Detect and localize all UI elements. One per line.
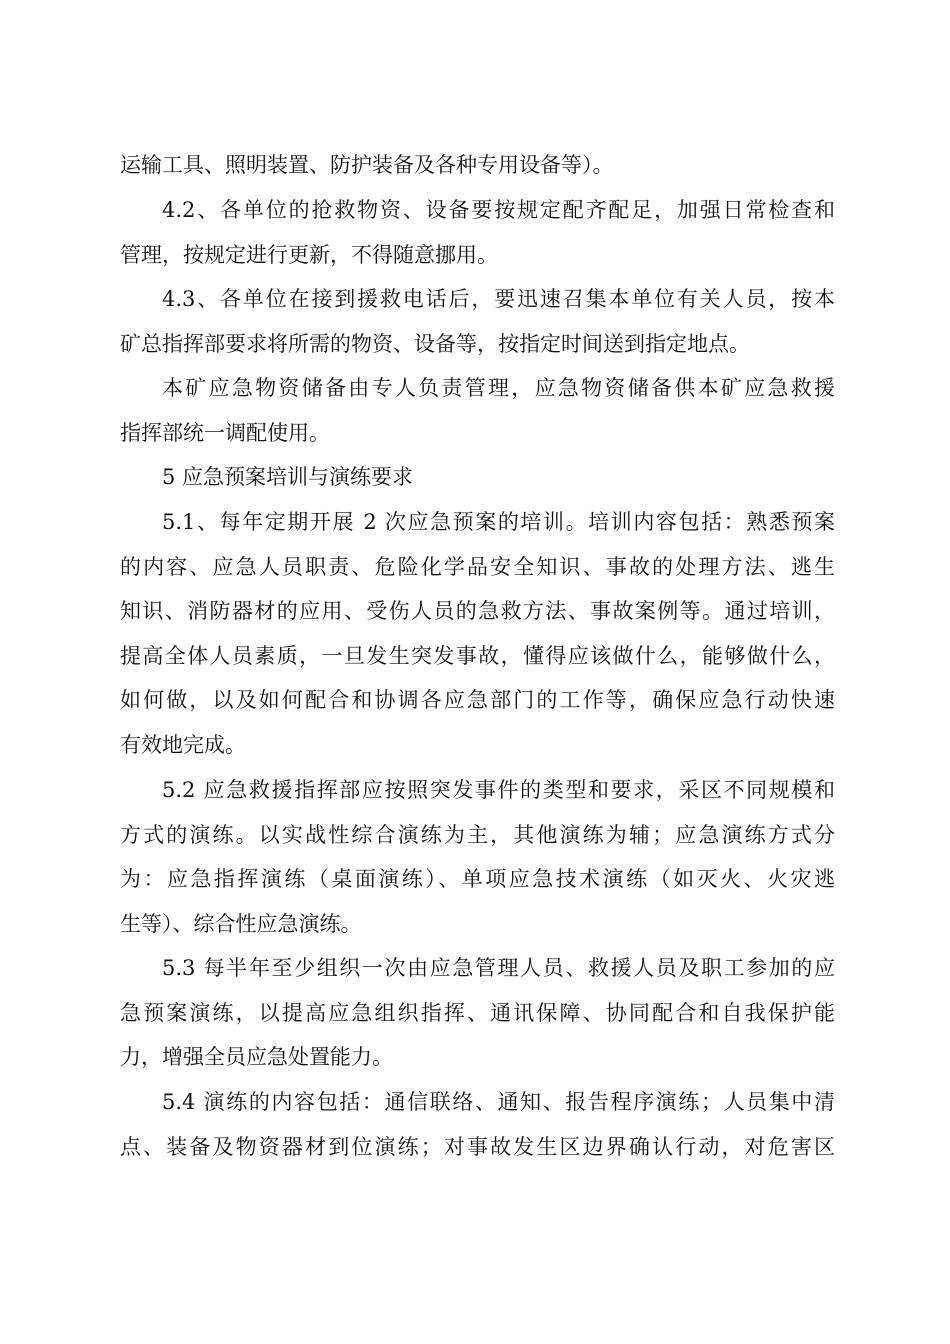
text-line: 为：应急指挥演练（桌面演练）、单项应急技术演练（如灭火、火灾逃 bbox=[120, 867, 835, 892]
text-line: 4.2、各单位的抢救物资、设备要按规定配齐配足，加强日常检查和 bbox=[162, 198, 835, 222]
paragraph-4-3 bbox=[120, 277, 835, 366]
text-line: 方式的演练。以实战性综合演练为主，其他演练为辅；应急演练方式分 bbox=[120, 822, 835, 847]
text-line: 5.3 每半年至少组织一次由应急管理人员、救援人员及职工参加的应 bbox=[162, 956, 835, 980]
paragraph-5-1 bbox=[120, 500, 835, 768]
text-line: 管理，按规定进行更新，不得随意挪用。 bbox=[120, 242, 498, 267]
text-line: 力，增强全员应急处置能力。 bbox=[120, 1045, 393, 1070]
paragraph-5-4 bbox=[120, 1080, 835, 1169]
text-line: 5.4 演练的内容包括：通信联络、通知、报告程序演练；人员集中清 bbox=[162, 1090, 835, 1114]
heading-text: 5 应急预案培训与演练要求 bbox=[162, 465, 414, 489]
paragraph-reserve bbox=[120, 366, 835, 455]
section-heading-5 bbox=[120, 455, 835, 500]
paragraph-5-3 bbox=[120, 946, 835, 1080]
text-line: 指挥部统一调配使用。 bbox=[120, 420, 330, 445]
text-line: 4.3、各单位在接到援救电话后，要迅速召集本单位有关人员，按本 bbox=[162, 287, 835, 311]
text-line: 有效地完成。 bbox=[120, 732, 246, 757]
text-line: 如何做，以及如何配合和协调各应急部门的工作等，确保应急行动快速 bbox=[120, 688, 835, 713]
text-line: 5.1、每年定期开展 2 次应急预案的培训。培训内容包括：熟悉预案 bbox=[162, 510, 835, 534]
text-line: 生等）、综合性应急演练。 bbox=[120, 911, 362, 936]
text-line: 知识、消防器材的应用、受伤人员的急救方法、事故案例等。通过培训， bbox=[120, 599, 835, 624]
text-line: 的内容、应急人员职责、危险化学品安全知识、事故的处理方法、逃生 bbox=[120, 554, 835, 579]
paragraph-1 bbox=[120, 143, 835, 188]
text-line: 点、装备及物资器材到位演练；对事故发生区边界确认行动，对危害区 bbox=[120, 1134, 835, 1159]
text-line: 本矿应急物资储备由专人负责管理，应急物资储备供本矿应急救援 bbox=[162, 376, 835, 400]
text-line: 提高全体人员素质，一旦发生突发事故，懂得应该做什么，能够做什么， bbox=[120, 643, 835, 668]
text-line: 矿总指挥部要求将所需的物资、设备等，按指定时间送到指定地点。 bbox=[120, 331, 750, 356]
paragraph-4-2 bbox=[120, 188, 835, 277]
text-line: 急预案演练，以提高应急组织指挥、通讯保障、协同配合和自我保护能 bbox=[120, 1000, 835, 1025]
text-line: 5.2 应急救援指挥部应按照突发事件的类型和要求，采区不同规模和 bbox=[162, 778, 835, 802]
text-line: 运输工具、照明装置、防护装备及各种专用设备等）。 bbox=[120, 153, 614, 177]
paragraph-5-2 bbox=[120, 768, 835, 946]
